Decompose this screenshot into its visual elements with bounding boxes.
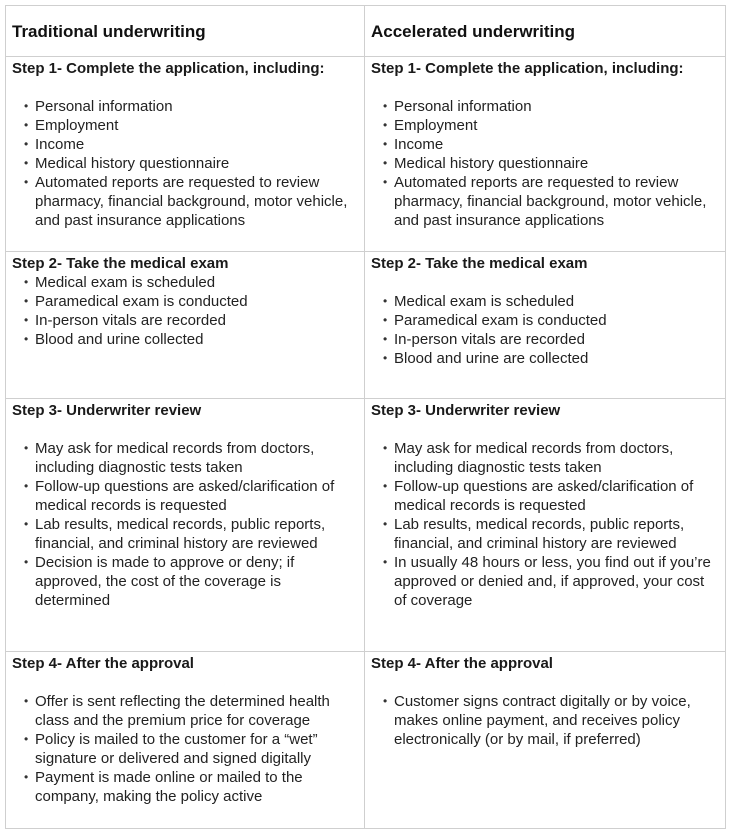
list-item: • Follow-up questions are asked/clarification of medical records is requested [383,477,719,515]
accelerated-step1-cell [365,57,726,252]
step4-row [6,652,726,829]
list-item: • In-person vitals are recorded [383,330,719,349]
header-accelerated: Accelerated underwriting [365,6,726,57]
list-item: • Paramedical exam is conducted [383,311,719,330]
list-item: • Lab results, medical records, public reports, financial, and criminal history are reviewed [383,515,719,553]
list-item: • Paramedical exam is conducted [24,292,358,311]
list-item: • Personal information [24,97,358,116]
list-item: • May ask for medical records from doctors, including diagnostic tests taken [383,439,719,477]
header-row [6,6,726,57]
list-item: • Automated reports are requested to review pharmacy, financial background, motor vehicle, and past insurance applications [383,173,719,230]
list-item: • Personal information [383,97,719,116]
header-traditional: Traditional underwriting [6,6,365,57]
bullet-list [371,692,719,749]
step-title: Step 4- After the approval [12,655,194,672]
list-item: • In usually 48 hours or less, you find out if you’re approved or denied and, if approved, your cost of coverage [383,553,719,610]
accelerated-step3-cell [365,399,726,652]
bullet-list [371,292,719,368]
bullet-list [12,273,358,349]
traditional-step1-cell [6,57,365,252]
underwriting-comparison-table [5,5,726,829]
step-title: Step 1- Complete the application, including: [12,60,325,77]
list-item: • Lab results, medical records, public reports, financial, and criminal history are reviewed [24,515,358,553]
traditional-step2-cell [6,252,365,399]
step1-row [6,57,726,252]
step-title: Step 1- Complete the application, including: [371,60,684,77]
list-item: • Offer is sent reflecting the determined health class and the premium price for coverage [24,692,358,730]
bullet-list [12,692,358,806]
step-title: Step 4- After the approval [371,655,553,672]
bullet-list [371,97,719,230]
list-item: • Policy is mailed to the customer for a “wet” signature or delivered and signed digitally [24,730,358,768]
list-item: • Follow-up questions are asked/clarification of medical records is requested [24,477,358,515]
traditional-step4-cell [6,652,365,829]
step2-row [6,252,726,399]
step-title: Step 3- Underwriter review [371,402,561,419]
list-item: • Employment [24,116,358,135]
list-item: • Automated reports are requested to review pharmacy, financial background, motor vehicle, and past insurance applications [24,173,358,230]
list-item: • Medical history questionnaire [383,154,719,173]
list-item: • Customer signs contract digitally or by voice, makes online payment, and receives policy electronically (or by mail, if preferred) [383,692,719,749]
accelerated-step2-cell [365,252,726,399]
list-item: • Employment [383,116,719,135]
list-item: • Medical history questionnaire [24,154,358,173]
list-item: • Blood and urine collected [24,330,358,349]
step-title: Step 2- Take the medical exam [371,255,588,272]
list-item: • May ask for medical records from doctors, including diagnostic tests taken [24,439,358,477]
list-item: • Decision is made to approve or deny; if approved, the cost of the coverage is determined [24,553,358,610]
step3-row [6,399,726,652]
list-item: • Medical exam is scheduled [24,273,358,292]
bullet-list [371,439,719,610]
bullet-list [12,439,358,610]
accelerated-step4-cell [365,652,726,829]
step-title: Step 3- Underwriter review [12,402,202,419]
step-title: Step 2- Take the medical exam [12,255,229,272]
list-item: • Income [383,135,719,154]
bullet-list [12,97,358,230]
list-item: • Income [24,135,358,154]
list-item: • Blood and urine are collected [383,349,719,368]
traditional-step3-cell [6,399,365,652]
list-item: • Medical exam is scheduled [383,292,719,311]
list-item: • Payment is made online or mailed to the company, making the policy active [24,768,358,806]
list-item: • In-person vitals are recorded [24,311,358,330]
